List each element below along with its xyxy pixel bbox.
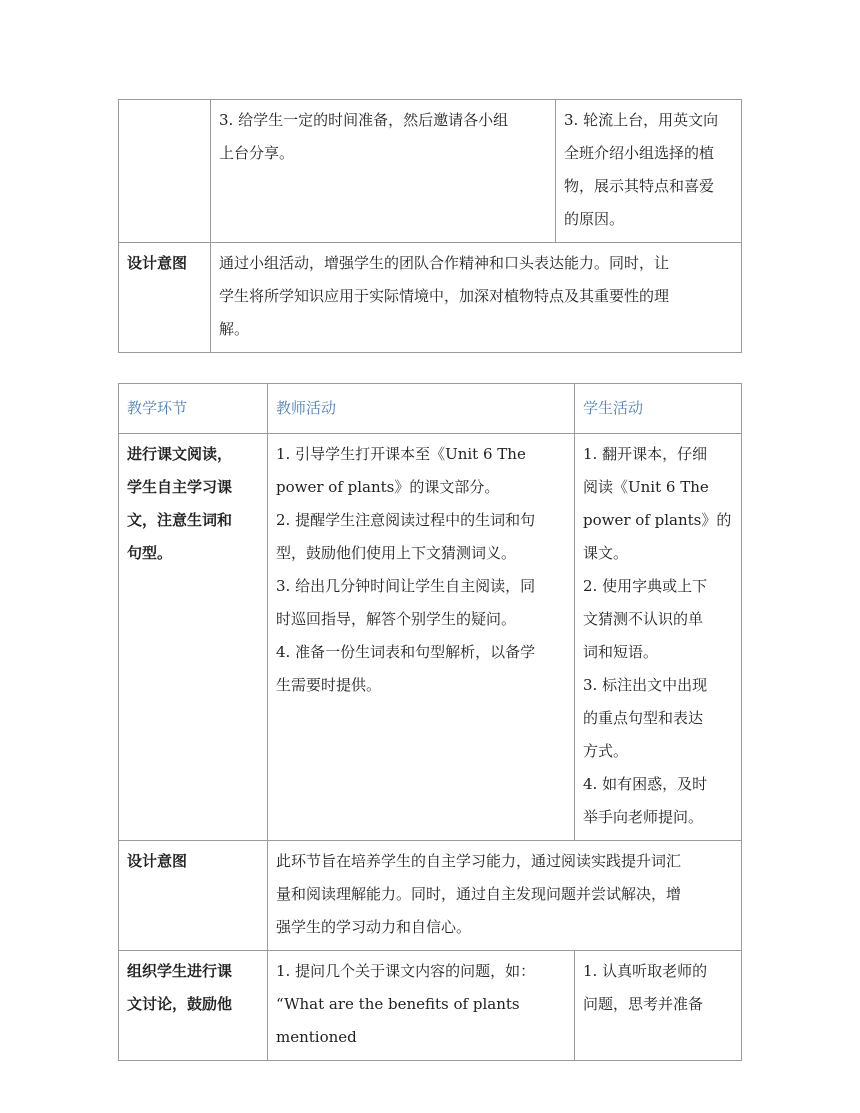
teacher-activity-cell: 1. 引导学生打开课本至《Unit 6 The power of plants》的课文部分。 2. 提醒学生注意阅读过程中的生词和句 型，鼓励他们使用上下文猜测词义。 3. 给出几分钟时间让学生自主阅读，同 时巡回指导，解答个别学生的疑问。 4. 准备一份生词表和句型解析，以备学 生需要时提供。 (268, 434, 575, 841)
student-activity-cell: 3. 轮流上台，用英文向 全班介绍小组选择的植 物，展示其特点和喜爱 的原因。 (556, 100, 742, 243)
header-student-activity: 学生活动 (575, 384, 742, 434)
table-header-row (119, 384, 742, 434)
design-intent-label: 设计意图 (119, 243, 211, 353)
table-row (119, 100, 742, 243)
design-intent-label: 设计意图 (119, 841, 268, 951)
lesson-table-continued (118, 99, 742, 353)
header-teacher-activity: 教师活动 (268, 384, 575, 434)
stage-cell: 组织学生进行课 文讨论，鼓励他 (119, 951, 268, 1061)
design-intent-content: 通过小组活动，增强学生的团队合作精神和口头表达能力。同时，让 学生将所学知识应用于实际情境中，加深对植物特点及其重要性的理 解。 (211, 243, 742, 353)
header-stage: 教学环节 (119, 384, 268, 434)
table-row (119, 434, 742, 841)
teacher-activity-cell: 1. 提问几个关于课文内容的问题，如： “What are the benefits of plants mentioned (268, 951, 575, 1061)
lesson-table (118, 383, 742, 1061)
student-activity-cell: 1. 认真听取老师的 问题，思考并准备 (575, 951, 742, 1061)
stage-cell: 进行课文阅读， 学生自主学习课 文，注意生词和 句型。 (119, 434, 268, 841)
table-row (119, 841, 742, 951)
teacher-activity-cell: 3. 给学生一定的时间准备，然后邀请各小组 上台分享。 (211, 100, 556, 243)
stage-cell-empty (119, 100, 211, 243)
table-row (119, 243, 742, 353)
table-row (119, 951, 742, 1061)
design-intent-content: 此环节旨在培养学生的自主学习能力，通过阅读实践提升词汇 量和阅读理解能力。同时，通过自主发现问题并尝试解决，增 强学生的学习动力和自信心。 (268, 841, 742, 951)
student-activity-cell: 1. 翻开课本，仔细 阅读《Unit 6 The power of plants》的 课文。 2. 使用字典或上下 文猜测不认识的单 词和短语。 3. 标注出文中出现 的重点句型和表达 方式。 4. 如有困惑，及时 举手向老师提问。 (575, 434, 742, 841)
